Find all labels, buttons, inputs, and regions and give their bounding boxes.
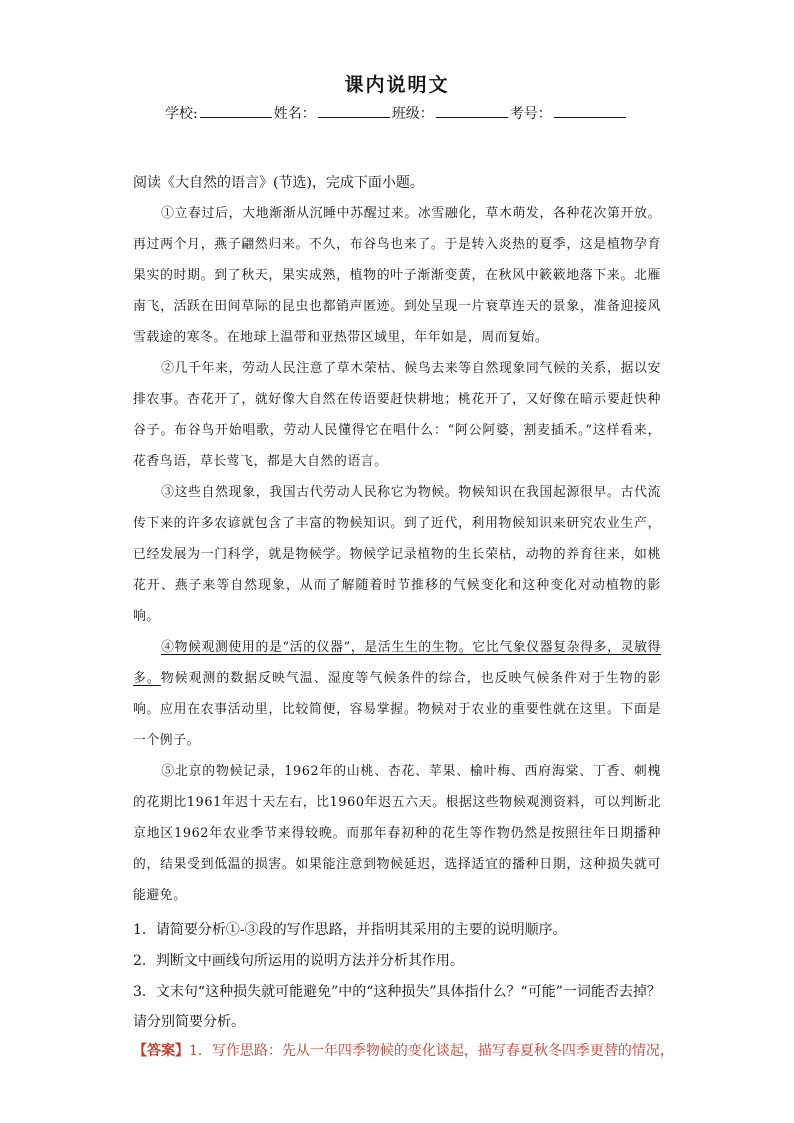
paragraph-4-text: 物候观测的数据反映气温、湿度等气候条件的综合，也反映气候条件对于生物的影响。应用在农事活动里，比较简便，容易掌握。物候对于农业的重要性就在这里。下面是一个例子。: [133, 671, 661, 748]
paragraph-5-text: ⑤北京的物候记录，1962年的山桃、杏花、苹果、榆叶梅、西府海棠、丁香、刺槐的花期比1961年迟十天左右，比1960年迟五六天。根据这些物候观测资料，可以判断北京地区1962年农业季节来得较晚。而那年春初种的花生等作物仍然是按照往年日期播种的，结果受到低温的损害。如果能注意到物候延迟，选择适宜的播种日期，这种损失就可能避免。: [133, 764, 661, 903]
class-blank[interactable]: [436, 103, 508, 118]
paragraph-2: [133, 353, 661, 477]
student-info-line: [165, 103, 628, 123]
paragraph-1: [133, 198, 661, 353]
paragraph-5: [133, 756, 661, 911]
name-blank[interactable]: [318, 103, 390, 118]
answer-text: 1．写作思路：先从一年四季物候的变化谈起，描写春夏秋冬四季更替的情况，: [189, 1043, 674, 1059]
question-2: 2．判断文中画线句所运用的说明方法并分析其作用。: [133, 953, 464, 969]
question-1: 1．请简要分析①-③段的写作思路，并指明其采用的主要的说明顺序。: [133, 922, 567, 938]
paragraph-3: [133, 477, 661, 632]
class-label: 班级：: [391, 106, 434, 122]
answer-tag: 【答案】: [133, 1043, 189, 1059]
school-blank[interactable]: [200, 103, 272, 118]
school-label: 学校:: [165, 106, 198, 122]
page-title: 课内说明文: [344, 74, 450, 96]
number-blank[interactable]: [554, 103, 626, 118]
paragraph-2-text: ②几千年来，劳动人民注意了草木荣枯、候鸟去来等自然现象同气候的关系，据以安排农事。杏花开了，就好像大自然在传语要赶快耕地；桃花开了，又好像在暗示要赶快种谷子。布谷鸟开始唱歌，劳动人民懂得它在唱什么：“阿公阿婆，割麦插禾。”这样看来，花香鸟语，草长莺飞，都是大自然的语言。: [133, 361, 661, 469]
number-label: 考号：: [509, 106, 552, 122]
paragraph-3-text: ③这些自然现象，我国古代劳动人民称它为物候。物候知识在我国起源很早。古代流传下来的许多农谚就包含了丰富的物候知识。到了近代，利用物候知识来研究农业生产，已经发展为一门科学，就是物候学。物候学记录植物的生长荣枯，动物的养育往来，如桃花开、燕子来等自然现象，从而了解随着时节推移的气候变化和这种变化对动植物的影响。: [133, 485, 661, 624]
name-label: 姓名：: [273, 106, 316, 122]
reading-intro: 阅读《大自然的语言》(节选)，完成下面小题。: [133, 175, 424, 191]
underlined-sentence: ④物候观测使用的是“活的仪器”，是活生生的生物。它比气象仪器复杂得多，灵敏得多。: [133, 640, 661, 686]
paragraph-4: [133, 632, 661, 756]
paragraph-1-text: ①立春过后，大地渐渐从沉睡中苏醒过来。冰雪融化，草木萌发，各种花次第开放。再过两个月，燕子翩然归来。不久，布谷鸟也来了。于是转入炎热的夏季，这是植物孕育果实的时期。到了秋天，果实成熟，植物的叶子渐渐变黄，在秋风中簌簌地落下来。北雁南飞，活跃在田间草际的昆虫也都销声匿迹。到处呈现一片衰草连天的景象，准备迎接风雪载途的寒冬。在地球上温带和亚热带区域里，年年如是，周而复始。: [133, 206, 661, 345]
question-3: 3．文末句“这种损失就可能避免”中的“这种损失”具体指什么？“可能”一词能否去掉？请分别简要分析。: [133, 984, 661, 1030]
answer-line: [133, 1040, 674, 1060]
